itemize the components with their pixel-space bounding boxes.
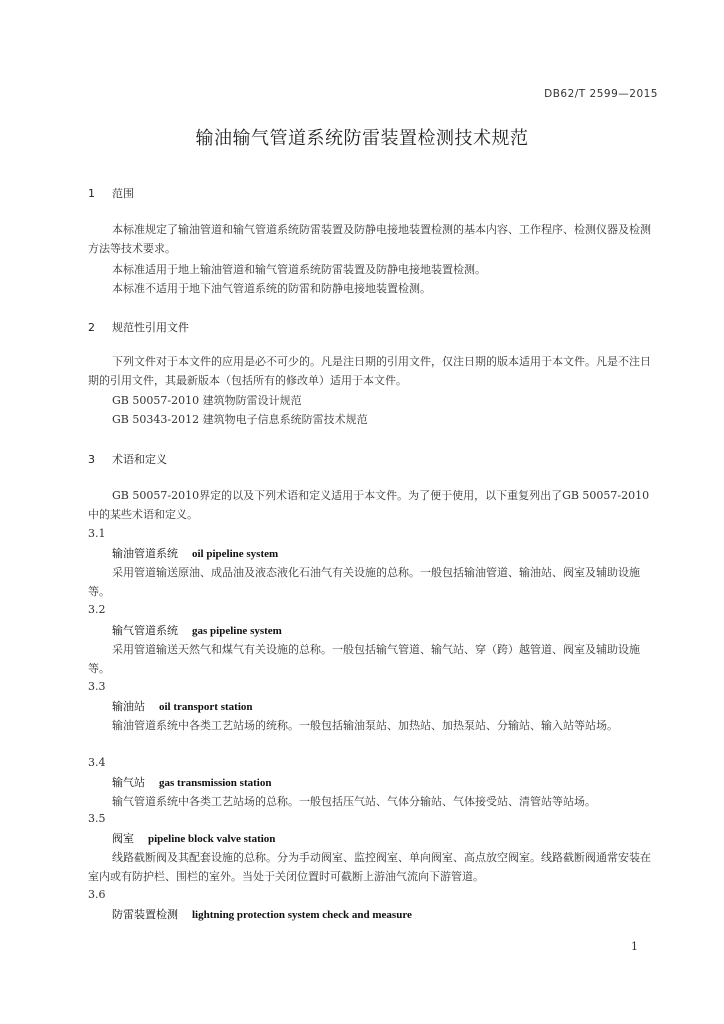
section-number: 1 [88,187,95,200]
page-number: 1 [631,940,638,953]
term-definition: 输气管道系统中各类工艺站场的总称。一般包括压气站、气体分输站、气体接受站、清管站等站场。 [112,795,596,808]
reference-gb50343: GB 50343-2012 建筑物电子信息系统防雷技术规范 [112,413,368,426]
term-english: lightning protection system check and measure [192,909,412,921]
term-chinese: 输气站 [112,776,145,789]
term-english: oil transport station [159,701,253,713]
document-title: 输油输气管道系统防雷装置检测技术规范 [195,128,529,149]
term-number: 3.2 [88,603,106,616]
term-title [112,698,253,714]
term-number: 3.3 [88,680,106,693]
reference-gb50057: GB 50057-2010 建筑物防雷设计规范 [112,394,302,407]
term-title [112,545,278,561]
section-number: 3 [88,453,95,466]
term-english: pipeline block valve station [148,833,276,845]
scope-paragraph-3: 本标准不适用于地下油气管道系统的防雷和防静电接地装置检测。 [112,282,431,295]
section-title: 范围 [112,187,134,200]
term-number: 3.6 [88,888,106,901]
term-number: 3.5 [88,812,106,825]
term-definition: 输油管道系统中各类工艺站场的统称。一般包括输油泵站、加热站、加热泵站、分输站、输入站等站场。 [112,719,618,732]
term-number: 3.4 [88,756,106,769]
term-number: 3.1 [88,527,106,540]
scope-paragraph-2: 本标准适用于地上输油管道和输气管道系统防雷装置及防静电接地装置检测。 [112,263,486,276]
term-title [112,830,275,846]
term-title [112,622,282,638]
section-title: 规范性引用文件 [112,321,189,334]
term-english: gas pipeline system [192,625,282,637]
term-chinese: 输油站 [112,700,145,713]
section-heading-terms [88,451,167,467]
term-title [112,906,412,922]
terms-intro-paragraph: GB 50057-2010界定的以及下列术语和定义适用于本文件。为了便于使用，以下重复列出了GB 50057-2010中的某些术语和定义。 [88,489,650,521]
term-definition: 采用管道输送天然气和煤气有关设施的总称。一般包括输气管道、输气站、穿（跨）越管道、阀室及辅助设施等。 [88,643,640,675]
section-heading-normative-references [88,319,189,335]
term-chinese: 输油管道系统 [112,547,178,560]
term-title [112,774,271,790]
term-definition: 线路截断阀及其配套设施的总称。分为手动阀室、监控阀室、单向阀室、高点放空阀室。线路截断阀通常安装在室内或有防护栏、围栏的室外。当处于关闭位置时可截断上游油气流向下游管道。 [88,851,651,883]
section-title: 术语和定义 [112,453,167,466]
term-chinese: 防雷装置检测 [112,908,178,921]
section-number: 2 [88,321,95,334]
term-english: oil pipeline system [192,548,279,560]
references-paragraph: 下列文件对于本文件的应用是必不可少的。凡是注日期的引用文件，仅注日期的版本适用于本文件。凡是不注日期的引用文件，其最新版本（包括所有的修改单）适用于本文件。 [88,355,651,387]
section-heading-scope [88,185,134,201]
term-definition: 采用管道输送原油、成品油及液态液化石油气有关设施的总称。一般包括输油管道、输油站、阀室及辅助设施等。 [88,566,640,598]
term-chinese: 输气管道系统 [112,624,178,637]
standard-code: DB62/T 2599—2015 [544,88,658,100]
term-chinese: 阀室 [112,832,134,845]
term-english: gas transmission station [159,777,272,789]
scope-paragraph-1: 本标准规定了输油管道和输气管道系统防雷装置及防静电接地装置检测的基本内容、工作程序、检测仪器及检测方法等技术要求。 [88,223,651,255]
